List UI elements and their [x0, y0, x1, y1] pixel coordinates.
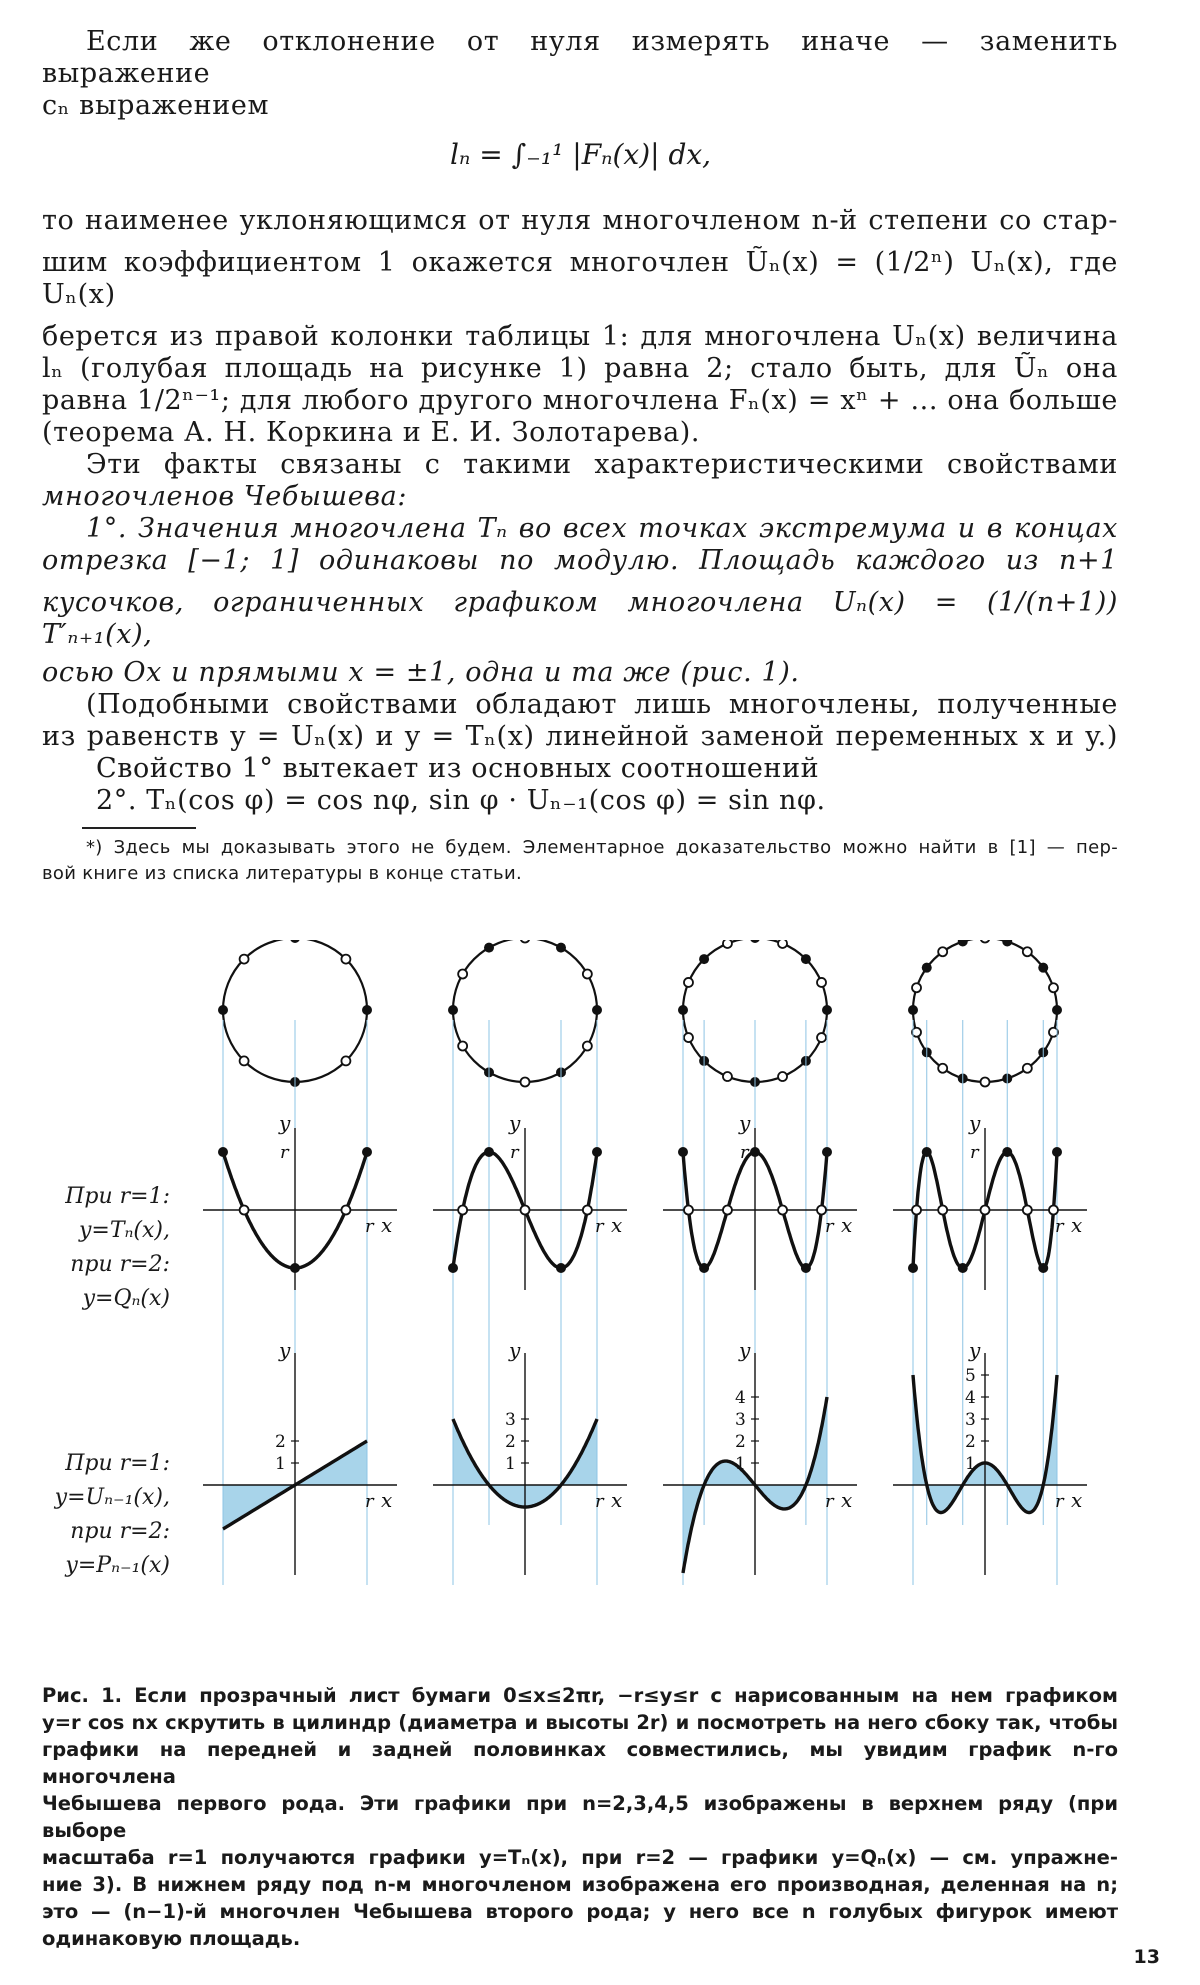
extremum-point	[801, 1263, 811, 1273]
r-label: r	[365, 1216, 374, 1237]
extremum-point	[448, 1005, 458, 1015]
extremum-point	[750, 940, 760, 943]
extremum-point	[484, 1147, 494, 1157]
extremum-point	[218, 1147, 228, 1157]
text-line: то наименее уклоняющимся от нуля многочленом n-й степени со стар-	[42, 205, 1118, 236]
page-number: 13	[1133, 1946, 1160, 1968]
zero-point	[912, 983, 921, 992]
zero-point	[521, 1206, 530, 1215]
x-axis-label: x	[1071, 1213, 1083, 1237]
extremum-point	[801, 954, 811, 964]
extremum-point	[1002, 940, 1012, 947]
extremum-point	[908, 1263, 918, 1273]
r-label: r	[740, 1142, 749, 1163]
row1-label-line: y=Tₙ(x),	[78, 1218, 170, 1243]
zero-point	[778, 1072, 787, 1081]
caption-line: Чебышева первого рода. Эти графики при n=2,3,4,5 изображены в верхнем ряду (при выборе	[42, 1792, 1118, 1842]
text-line: Если же отклонение от нуля измерять иначе — заменить выражение	[42, 26, 1118, 89]
text-line: (Подобными свойствами обладают лишь многочлены, полученные	[86, 689, 1118, 720]
zero-point	[981, 940, 990, 943]
text-line: многочленов Чебышева:	[42, 481, 408, 512]
zero-point	[1023, 947, 1032, 956]
text-line: lₙ (голубая площадь на рисунке 1) равна 2; стало быть, для Ũₙ она	[42, 353, 1118, 384]
extremum-point	[678, 1147, 688, 1157]
extremum-point	[556, 943, 566, 953]
zero-point	[583, 1206, 592, 1215]
y-axis-label: y	[279, 1338, 291, 1362]
r-label: r	[825, 1216, 834, 1237]
y-tick-label: 2	[735, 1432, 746, 1452]
integral-formula: lₙ = ∫₋₁¹ |Fₙ(x)| dx,	[450, 138, 712, 171]
caption-line: ние 3). В нижнем ряду под n-м многочленом изображена его производная, деленная на n;	[42, 1873, 1118, 1896]
r-label: r	[510, 1142, 519, 1163]
zero-point	[458, 970, 467, 979]
zero-point	[583, 1042, 592, 1051]
zero-point	[1023, 1064, 1032, 1073]
x-axis-label: x	[611, 1488, 623, 1512]
extremum-point	[290, 1263, 300, 1273]
extremum-point	[218, 1005, 228, 1015]
r-label: r	[825, 1491, 834, 1512]
extremum-point	[822, 1147, 832, 1157]
row2-label-line: При r=1:	[65, 1451, 170, 1476]
r-label: r	[595, 1491, 604, 1512]
text-line: Свойство 1° вытекает из основных соотношений	[96, 753, 820, 784]
text-line: 2°. Tₙ(cos φ) = cos nφ, sin φ · Uₙ₋₁(cos φ) = sin nφ.	[96, 785, 826, 816]
zero-point	[817, 1206, 826, 1215]
extremum-point	[1038, 1263, 1048, 1273]
zero-point	[341, 1206, 350, 1215]
extremum-point	[556, 1263, 566, 1273]
extremum-point	[678, 1005, 688, 1015]
zero-point	[458, 1042, 467, 1051]
extremum-point	[822, 1005, 832, 1015]
text-line: Эти факты связаны с такими характеристическими свойствами	[86, 449, 1118, 480]
r-label: r	[365, 1491, 374, 1512]
extremum-point	[1052, 1147, 1062, 1157]
zero-point	[817, 1033, 826, 1042]
footnote-rule	[82, 827, 196, 829]
x-axis-label: x	[611, 1213, 623, 1237]
y-tick-label: 2	[965, 1432, 976, 1452]
y-tick-label: 2	[505, 1432, 516, 1452]
row1-label-line: y=Qₙ(x)	[82, 1286, 170, 1311]
extremum-point	[362, 1005, 372, 1015]
y-tick-label: 1	[505, 1454, 516, 1474]
extremum-point	[362, 1147, 372, 1157]
text-line: отрезка [−1; 1] одинаковы по модулю. Площадь каждого из n+1	[42, 545, 1118, 576]
y-axis-label: y	[509, 1338, 521, 1362]
row1-label-line: при r=2:	[70, 1252, 170, 1277]
zero-point	[723, 940, 732, 948]
extremum-point	[448, 1263, 458, 1273]
zero-point	[240, 955, 249, 964]
extremum-point	[922, 963, 932, 973]
x-axis-label: x	[841, 1488, 853, 1512]
y-axis-label: y	[509, 1111, 521, 1135]
x-axis-label: x	[381, 1213, 393, 1237]
zero-point	[778, 1206, 787, 1215]
zero-point	[817, 978, 826, 987]
y-axis-label: y	[969, 1111, 981, 1135]
row2-label-line: y=Uₙ₋₁(x),	[54, 1485, 170, 1510]
y-axis-label: y	[739, 1338, 751, 1362]
y-tick-label: 3	[735, 1410, 746, 1430]
zero-point	[521, 1078, 530, 1087]
extremum-point	[484, 943, 494, 953]
zero-point	[981, 1078, 990, 1087]
r-label: r	[1055, 1216, 1064, 1237]
text-line: шим коэффициентом 1 окажется многочлен Ũₙ(x) = (1/2ⁿ) Uₙ(x), где Uₙ(x)	[42, 247, 1118, 310]
y-tick-label: 2	[275, 1432, 286, 1452]
footnote-line: *) Здесь мы доказывать этого не будем. Элементарное доказательство можно найти в [1] — пер-	[86, 837, 1118, 858]
zero-point	[458, 1206, 467, 1215]
y-tick-label: 4	[735, 1388, 746, 1408]
zero-point	[1023, 1206, 1032, 1215]
y-axis-label: y	[279, 1111, 291, 1135]
caption-line: Рис. 1. Если прозрачный лист бумаги 0≤x≤2πr, −r≤y≤r с нарисованным на нем графиком	[42, 1684, 1118, 1707]
zero-point	[912, 1206, 921, 1215]
caption-line: одинаковую площадь.	[42, 1927, 301, 1950]
extremum-point	[1038, 963, 1048, 973]
text-line: осью Ox и прямыми x = ±1, одна и та же (рис. 1).	[42, 657, 800, 688]
x-axis-label: x	[1071, 1488, 1083, 1512]
zero-point	[684, 978, 693, 987]
extremum-point	[908, 1005, 918, 1015]
chebyshev-figure	[0, 940, 1200, 1640]
x-axis-label: x	[381, 1488, 393, 1512]
caption-line: это — (n−1)-й многочлен Чебышева второго рода; у него все n голубых фигурок имеют	[42, 1900, 1118, 1923]
figure-caption	[42, 1682, 1118, 1952]
zero-point	[1049, 1206, 1058, 1215]
r-label: r	[970, 1142, 979, 1163]
zero-point	[240, 1206, 249, 1215]
row1-label-line: При r=1:	[65, 1184, 170, 1209]
circle-outline	[453, 940, 597, 1082]
main-text	[42, 205, 1118, 817]
zero-point	[938, 947, 947, 956]
y-tick-label: 4	[965, 1388, 976, 1408]
extremum-point	[592, 1005, 602, 1015]
zero-point	[521, 940, 530, 943]
x-axis-label: x	[841, 1213, 853, 1237]
footnote-line: вой книге из списка литературы в конце статьи.	[42, 863, 522, 884]
y-tick-label: 3	[505, 1410, 516, 1430]
zero-point	[778, 940, 787, 948]
y-tick-label: 1	[275, 1454, 286, 1474]
extremum-point	[290, 940, 300, 943]
extremum-point	[699, 954, 709, 964]
zero-point	[981, 1206, 990, 1215]
extremum-point	[958, 940, 968, 947]
text-line: 1°. Значения многочлена Tₙ во всех точках экстремума и в концах	[86, 513, 1118, 544]
extremum-point	[922, 1147, 932, 1157]
text-line: cₙ выражением	[42, 90, 270, 121]
main-text	[42, 26, 1118, 122]
r-label: r	[280, 1142, 289, 1163]
y-tick-label: 3	[965, 1410, 976, 1430]
y-tick-label: 1	[965, 1454, 976, 1474]
text-line: из равенств y = Uₙ(x) и y = Tₙ(x) линейной заменой переменных x и y.)	[42, 721, 1118, 752]
zero-point	[723, 1206, 732, 1215]
zero-point	[684, 1206, 693, 1215]
footnote	[42, 835, 1118, 887]
y-tick-label: 5	[965, 1366, 976, 1386]
text-line: равна 1/2ⁿ⁻¹; для любого другого многочлена Fₙ(x) = xⁿ + ... она больше	[42, 385, 1118, 416]
text-line: берется из правой колонки таблицы 1: для многочлена Uₙ(x) величина	[42, 321, 1118, 352]
circle-outline	[913, 940, 1057, 1082]
caption-line: масштаба r=1 получаются графики y=Tₙ(x), при r=2 — графики y=Qₙ(x) — см. упражне-	[42, 1846, 1118, 1869]
zero-point	[341, 1056, 350, 1065]
text-line: кусочков, ограниченных графиком многочлена Uₙ(x) = (1/(n+1)) T′ₙ₊₁(x),	[42, 587, 1118, 650]
row2-label-line: y=Pₙ₋₁(x)	[65, 1553, 170, 1578]
extremum-point	[699, 1263, 709, 1273]
y-axis-label: y	[739, 1111, 751, 1135]
extremum-point	[592, 1147, 602, 1157]
r-label: r	[595, 1216, 604, 1237]
y-tick-label: 1	[735, 1454, 746, 1474]
r-label: r	[1055, 1491, 1064, 1512]
caption-line: графики на передней и задней половинках совместились, мы увидим график n-го многочлена	[42, 1738, 1118, 1788]
row2-label-line: при r=2:	[70, 1519, 170, 1544]
extremum-point	[1052, 1005, 1062, 1015]
extremum-point	[1002, 1147, 1012, 1157]
y-axis-label: y	[969, 1338, 981, 1362]
caption-line: y=r cos nx скрутить в цилиндр (диаметра и высоты 2r) и посмотреть на него сбоку так, чтобы	[42, 1711, 1118, 1734]
zero-point	[938, 1064, 947, 1073]
extremum-point	[750, 1147, 760, 1157]
text-line: (теорема А. Н. Коркина и Е. И. Золотарева).	[42, 417, 701, 448]
extremum-point	[958, 1263, 968, 1273]
zero-point	[938, 1206, 947, 1215]
zero-point	[684, 1033, 693, 1042]
zero-point	[240, 1056, 249, 1065]
zero-point	[341, 955, 350, 964]
zero-point	[723, 1072, 732, 1081]
zero-point	[583, 970, 592, 979]
zero-point	[1049, 983, 1058, 992]
